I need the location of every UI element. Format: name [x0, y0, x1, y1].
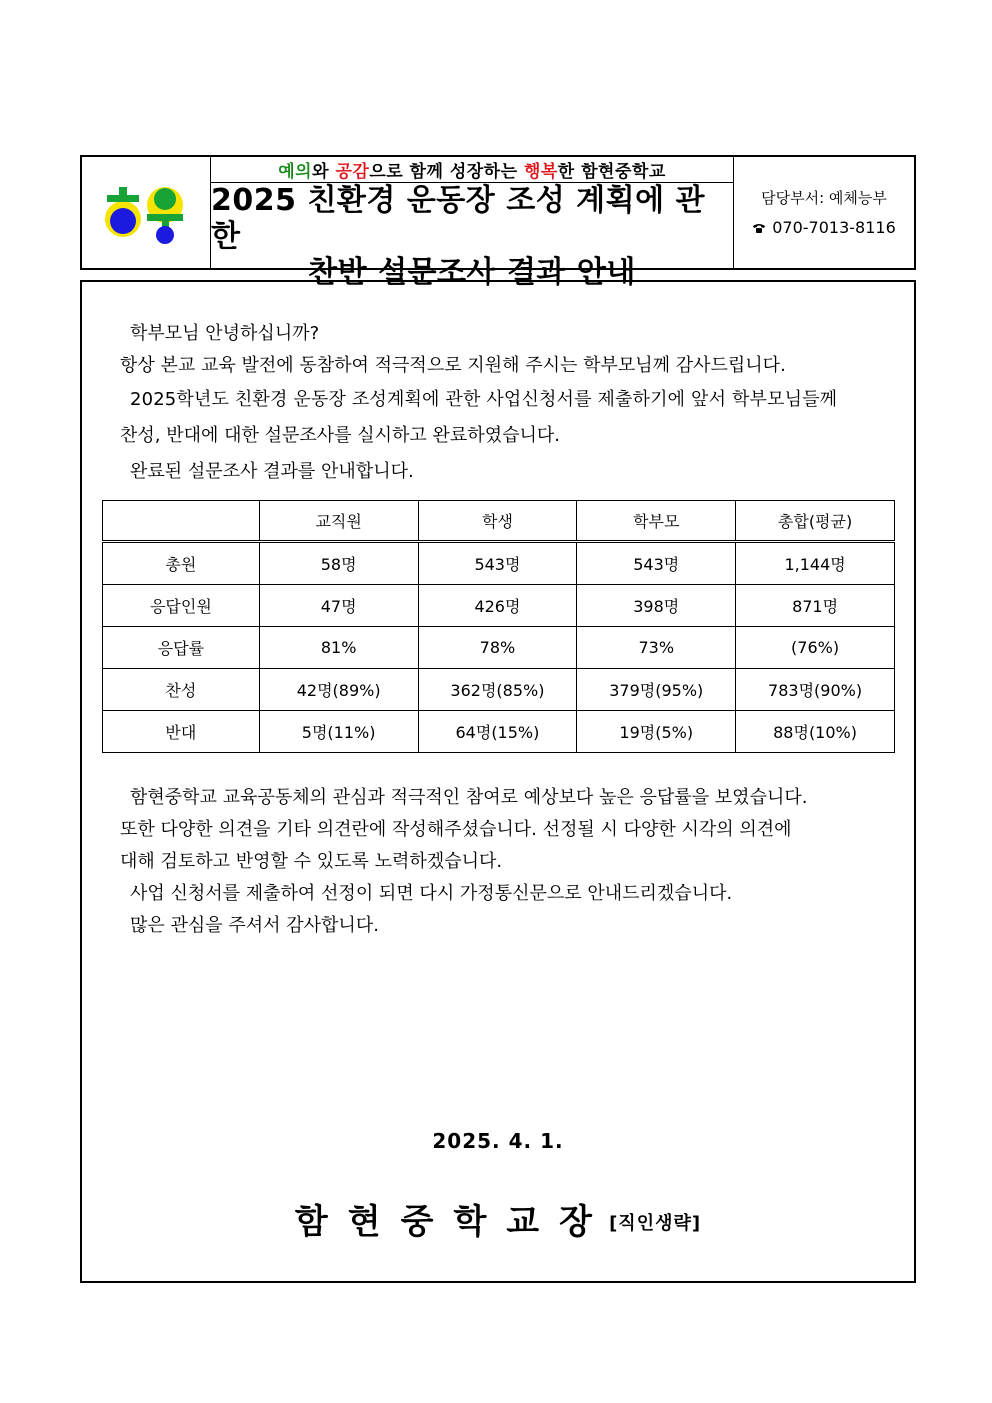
- paragraph: 사업 신청서를 제출하여 선정이 되면 다시 가정통신문으로 안내드리겠습니다.: [130, 883, 733, 904]
- paragraph: 또한 다양한 의견을 기타 의견란에 작성해주셨습니다. 선정될 시 다양한 시각의 의견에: [120, 819, 792, 840]
- department: 담당부서: 예체능부: [761, 188, 887, 207]
- paragraph: 2025학년도 친환경 운동장 조성계획에 관한 사업신청서를 제출하기에 앞서 학부모님들께: [130, 389, 838, 410]
- seal-note: [직인생략]: [609, 1213, 702, 1234]
- signer-name: 함현중학교장: [294, 1202, 612, 1242]
- table-cell: 88명(10%): [736, 711, 895, 753]
- paragraph: 함현중학교 교육공동체의 관심과 적극적인 참여로 예상보다 높은 응답률을 보였습니다.: [130, 787, 808, 808]
- signature-line: [82, 1194, 914, 1243]
- phone-row: [752, 213, 896, 243]
- issue-date: 2025. 4. 1.: [432, 1129, 564, 1153]
- paragraph: 완료된 설문조사 결과를 안내합니다.: [130, 461, 414, 482]
- header-box: [80, 155, 916, 290]
- table-cell: 1,144명: [736, 542, 895, 585]
- telephone-icon: [752, 222, 766, 234]
- paragraph: 많은 관심을 주셔서 감사합니다.: [130, 915, 379, 936]
- school-logo-icon: [101, 181, 191, 245]
- table-header-row: [103, 501, 895, 542]
- table-row: [103, 542, 895, 585]
- table-cell: 398명: [577, 585, 736, 627]
- table-cell: 42명(89%): [259, 669, 418, 711]
- table-cell: 379명(95%): [577, 669, 736, 711]
- slogan-part: 한 함현중학교: [557, 162, 666, 182]
- title-line-1: 2025 친환경 운동장 조성 계획에 관한: [211, 183, 705, 254]
- slogan-part: 행복: [523, 162, 558, 182]
- table-cell: 찬성: [103, 669, 260, 711]
- dept-cell: [734, 157, 914, 268]
- table-cell: 543명: [577, 542, 736, 585]
- table-header-cell: 총합(평균): [736, 501, 895, 542]
- table-cell: 반대: [103, 711, 260, 753]
- slogan-part: 으로 함께 성장하는: [369, 162, 524, 182]
- table-header-cell: 교직원: [259, 501, 418, 542]
- table-cell: 426명: [418, 585, 577, 627]
- paragraph: 항상 본교 교육 발전에 동참하여 적극적으로 지원해 주시는 학부모님께 감사드립니다.: [120, 355, 786, 376]
- table-cell: 총원: [103, 542, 260, 585]
- greeting: 학부모님 안녕하십니까?: [130, 323, 320, 344]
- table-cell: 871명: [736, 585, 895, 627]
- phone-number: 070-7013-8116: [772, 217, 896, 237]
- table-header-cell: 학부모: [577, 501, 736, 542]
- table-row: [103, 585, 895, 627]
- table-cell: 5명(11%): [259, 711, 418, 753]
- title-cell: [211, 157, 734, 290]
- table-cell: 73%: [577, 627, 736, 669]
- paragraph: 찬성, 반대에 대한 설문조사를 실시하고 완료하였습니다.: [120, 425, 560, 446]
- school-slogan: [211, 157, 733, 183]
- table-cell: 78%: [418, 627, 577, 669]
- table-row: [103, 711, 895, 753]
- table-cell: 362명(85%): [418, 669, 577, 711]
- table-cell: 응답률: [103, 627, 260, 669]
- survey-results-table: [102, 500, 895, 753]
- paragraph: 대해 검토하고 반영할 수 있도록 노력하겠습니다.: [120, 851, 503, 872]
- slogan-part: 와: [312, 162, 336, 182]
- logo-cell: [82, 157, 211, 268]
- table-cell: 응답인원: [103, 585, 260, 627]
- table-cell: 47명: [259, 585, 418, 627]
- document-title: [211, 183, 733, 291]
- table-cell: 19명(5%): [577, 711, 736, 753]
- table-cell: (76%): [736, 627, 895, 669]
- table-row: [103, 627, 895, 669]
- table-cell: 64명(15%): [418, 711, 577, 753]
- table-cell: 783명(90%): [736, 669, 895, 711]
- slogan-part: 공감: [335, 162, 370, 182]
- slogan-part: 예의: [278, 162, 313, 182]
- letter-body: [80, 280, 916, 1283]
- table-cell: 81%: [259, 627, 418, 669]
- table-header-cell: 학생: [418, 501, 577, 542]
- table-cell: 58명: [259, 542, 418, 585]
- table-header-cell: [103, 501, 260, 542]
- title-line-2: 찬반 설문조사 결과 안내: [308, 255, 636, 290]
- table-cell: 543명: [418, 542, 577, 585]
- table-row: [103, 669, 895, 711]
